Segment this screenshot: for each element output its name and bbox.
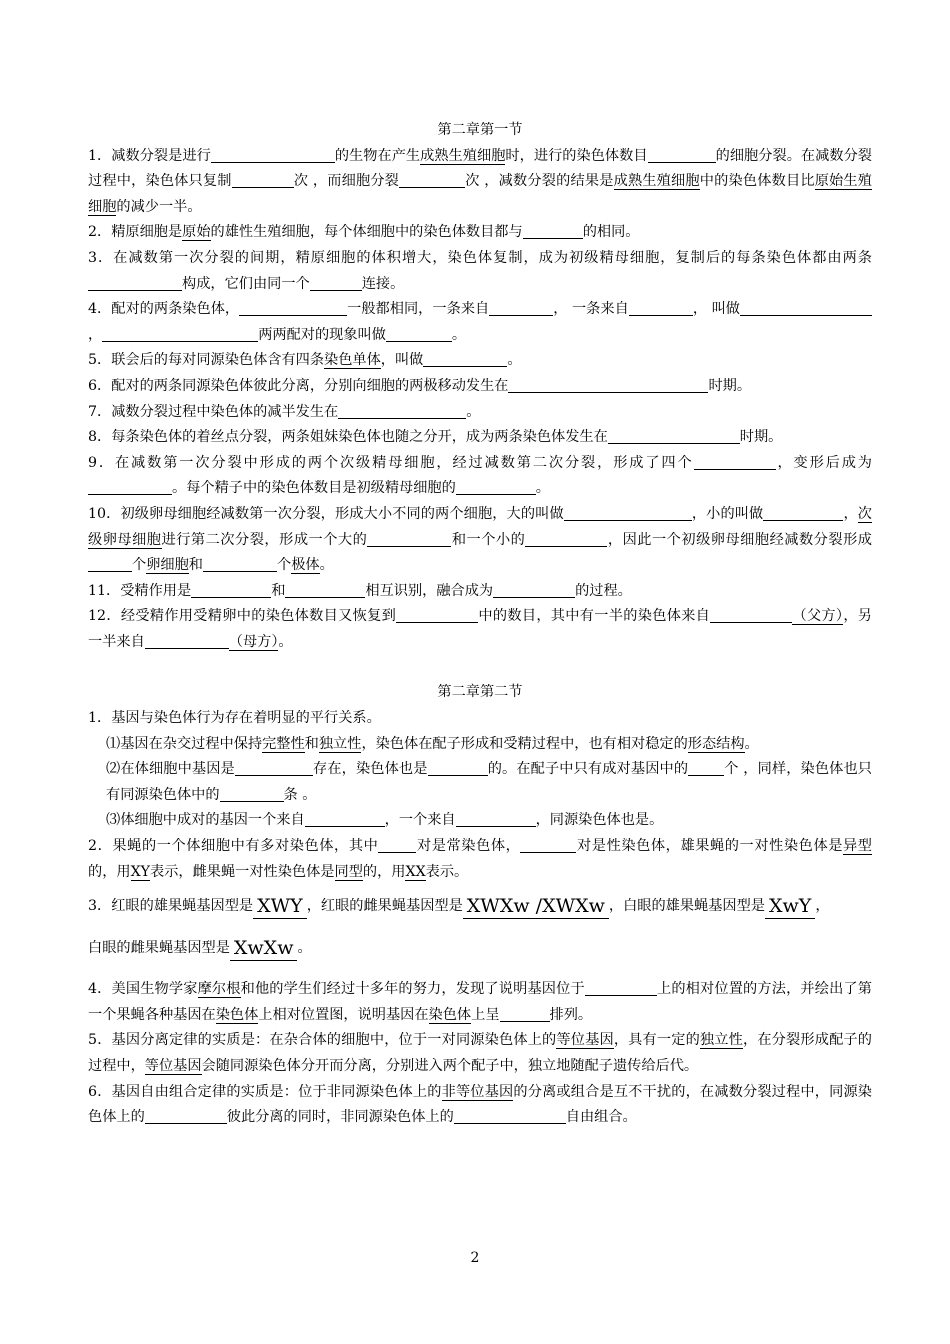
s1-question-5: 5．联会后的每对同源染色体含有四条染色单体，叫做 。 [88, 348, 872, 374]
s2-question-3-cont: 白眼的雌果蝇基因型是 XwXw 。 [88, 937, 312, 960]
s1-question-7: 7．减数分裂过程中染色体的减半发生在 。 [88, 400, 872, 426]
s2-question-2: 2．果蝇的一个体细胞中有多对染色体，其中 对是常染色体， 对是性染色体，雄果蝇的一对性染色体是异型的，用XY表示，雌果蝇一对性染色体是同型的，用XX表示。 [88, 834, 872, 885]
s2-question-1-1: ⑴基因在杂交过程中保持完整性和独立性，染色体在配子形成和受精过程中，也有相对稳定的形态结构。 [106, 735, 759, 752]
blank[interactable] [232, 170, 294, 188]
blank[interactable] [456, 477, 536, 495]
blank[interactable] [211, 145, 335, 163]
blank[interactable] [648, 145, 716, 163]
section-1-title: 第二章第一节 [437, 122, 523, 138]
blank[interactable] [688, 758, 724, 776]
blank[interactable] [710, 605, 792, 623]
blank[interactable] [399, 170, 465, 188]
s1-question-3: 3．在减数第一次分裂的间期，精原细胞的体积增大，染色体复制，成为初级精母细胞，复制后的每条染色体都由两条构成，它们由同一个 连接。 [88, 249, 872, 292]
blank[interactable] [285, 580, 365, 598]
blank[interactable] [523, 221, 583, 239]
blank[interactable] [203, 554, 277, 572]
blank[interactable] [310, 273, 362, 291]
s1-question-2: 2．精原细胞是原始的雄性生殖细胞，每个体细胞中的染色体数目都与 的相同。 [88, 220, 872, 246]
s2-question-3: 3．红眼的雄果蝇基因型是 XWY ，红眼的雌果蝇基因型是 XWXw /XWXw ，白眼的雄果蝇基因型是 XwY ， [88, 895, 830, 918]
s2-question-6: 6．基因自由组合定律的实质是：位于非同源染色体上的非等位基因的分离或组合是互不干扰的，在减数分裂过程中，同源染色体上的 彼此分离的同时，非同源染色体上的 自由组合。 [88, 1083, 872, 1126]
blank[interactable] [88, 477, 172, 495]
s2-question-1-2: ⑵在体细胞中基因是 存在，染色体也是 的。在配子中只有成对基因中的 个 ，同样，染色体也只有同源染色体中的 条 。 [88, 757, 872, 808]
blank[interactable] [629, 298, 693, 316]
blank[interactable] [367, 529, 451, 547]
s1-question-10: 10．初级卵母细胞经减数第一次分裂，形成大小不同的两个细胞，大的叫做 ，小的叫做 ，次级卵母细胞进行第二次分裂，形成一个大的 和一个小的 ，因此一个初级卵母细胞经减数分裂形成个卵细胞和 个极体。 [88, 502, 872, 579]
s2-question-5: 5．基因分离定律的实质是：在杂合体的细胞中，位于一对同源染色体上的等位基因，具有一定的独立性，在分裂形成配子的过程中，等位基因会随同源染色体分开而分离，分别进入两个配子中，独立地随配子遗传给后代。 [88, 1032, 872, 1074]
blank[interactable] [102, 324, 258, 342]
blank[interactable] [454, 1106, 566, 1124]
genotype-answer: XwXw [230, 936, 298, 961]
blank[interactable] [88, 554, 132, 572]
blank[interactable] [338, 401, 466, 419]
s1-question-12: 12．经受精作用受精卵中的染色体数目又恢复到 中的数目，其中有一半的染色体来自 （父方），另一半来自 （母方）。 [88, 604, 872, 655]
s1-question-11: 11．受精作用是 和 相互识别，融合成为 的过程。 [88, 579, 872, 605]
blank[interactable] [396, 605, 478, 623]
s1-question-8: 8．每条染色体的着丝点分裂，两条姐妹染色体也随之分开，成为两条染色体发生在 时期。 [88, 425, 872, 451]
blank[interactable] [305, 809, 385, 827]
blank[interactable] [564, 503, 692, 521]
blank[interactable] [508, 375, 708, 393]
page-number: 2 [470, 1250, 480, 1266]
s2-question-4: 4．美国生物学家摩尔根和他的学生们经过十多年的努力，发现了说明基因位于 上的相对位置的方法，并绘出了第一个果蝇各种基因在染色体上相对位置图，说明基因在染色体上呈 排列。 [88, 977, 872, 1028]
blank[interactable] [694, 452, 776, 470]
blank[interactable] [145, 1106, 227, 1124]
blank[interactable] [235, 758, 313, 776]
blank[interactable] [378, 835, 416, 853]
blank[interactable] [489, 298, 553, 316]
blank[interactable] [88, 273, 182, 291]
blank[interactable] [191, 580, 271, 598]
blank[interactable] [423, 349, 507, 367]
blank[interactable] [386, 324, 452, 342]
s2-question-1: 1．基因与染色体行为存在着明显的平行关系。 [88, 710, 381, 727]
genotype-answer: XWXw /XWXw [463, 894, 609, 919]
s2-question-1-3: ⑶体细胞中成对的基因一个来自 ，一个来自 ，同源染色体也是。 [88, 808, 872, 834]
s1-question-1: 1．减数分裂是进行 的生物在产生成熟生殖细胞时，进行的染色体数目 的细胞分裂。在减数分裂过程中，染色体只复制 次 ，而细胞分裂 次 ，减数分裂的结果是成熟生殖细胞中的染色体数目比原始生殖细胞的减少一半。 [88, 144, 872, 221]
blank[interactable] [145, 631, 229, 649]
blank[interactable] [500, 1004, 550, 1022]
blank[interactable] [740, 298, 872, 316]
blank[interactable] [493, 580, 575, 598]
blank[interactable] [220, 784, 284, 802]
worksheet-page [88, 118, 872, 1131]
blank[interactable] [520, 835, 576, 853]
section-2-title: 第二章第二节 [437, 684, 523, 701]
blank[interactable] [763, 503, 843, 521]
s1-question-9: 9．在减数第一次分裂中形成的两个次级精母细胞，经过减数第二次分裂，形成了四个 ，变形后成为。每个精子中的染色体数目是初级精母细胞的 。 [88, 451, 872, 502]
blank[interactable] [608, 426, 740, 444]
s1-question-4: 4．配对的两条染色体， 一般都相同，一条来自 ， 一条来自 ， 叫做， 两两配对的现象叫做 。 [88, 297, 872, 348]
blank[interactable] [428, 758, 488, 776]
blank[interactable] [525, 529, 607, 547]
blank[interactable] [456, 809, 536, 827]
blank[interactable] [239, 298, 347, 316]
genotype-answer: XwY [765, 894, 815, 919]
blank[interactable] [585, 978, 657, 996]
genotype-answer: XWY [253, 894, 307, 919]
s1-question-6: 6．配对的两条同源染色体彼此分离，分别向细胞的两极移动发生在 时期。 [88, 374, 872, 400]
